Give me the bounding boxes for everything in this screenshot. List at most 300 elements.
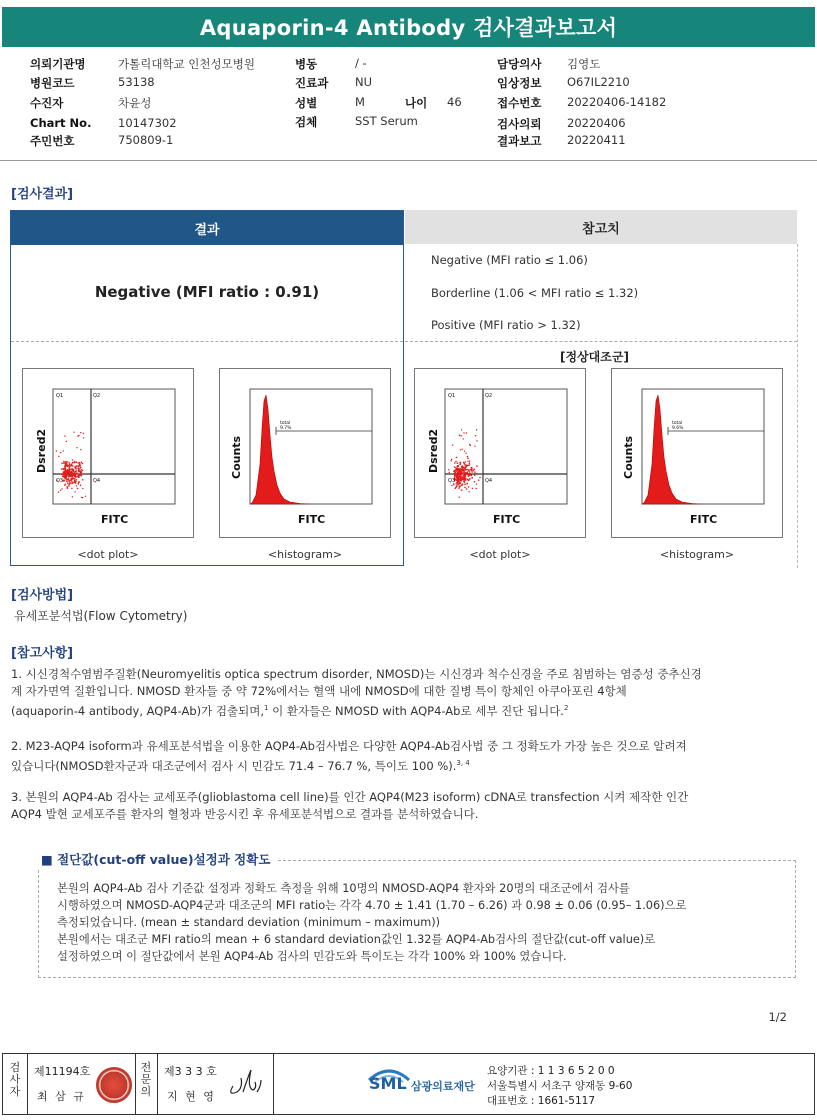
event-dot: [466, 432, 467, 433]
event-dot: [77, 483, 79, 485]
note-line: [11, 755, 801, 775]
event-dot: [63, 462, 65, 464]
event-dot: [73, 432, 74, 433]
info-label: 의뢰기관명: [30, 57, 86, 71]
plot-frame: [53, 389, 175, 504]
info-label: 임상정보: [497, 76, 542, 90]
note-2: [11, 738, 801, 775]
tester-name: 최 삼 규: [37, 1090, 86, 1103]
quadrant-label: Q2: [93, 393, 101, 399]
info-label: 진료과: [295, 76, 329, 90]
reference-negative: Negative (MFI ratio ≤ 1.06): [431, 253, 588, 267]
event-dot: [64, 471, 66, 473]
event-dot: [62, 474, 64, 476]
event-dot: [475, 435, 476, 436]
event-dot: [471, 477, 473, 479]
event-dot: [66, 441, 67, 442]
event-dot: [68, 475, 70, 477]
event-dot: [463, 477, 465, 479]
note-line: 2. M23-AQP4 isoform과 유세포분석법을 이용한 AQP4-Ab검사법은 다양한 AQP4-Ab검사법 중 그 정확도가 가장 높은 것으로 알려져: [11, 739, 687, 753]
event-dot: [457, 462, 459, 464]
event-dot: [462, 479, 464, 481]
cutoff-line: 시행하였으며 NMOSD-AQP4군과 대조군의 MFI ratio는 각각 4.70 ± 1.41 (1.70 – 6.26) 과 0.98 ± 0.06 (0.95– 1.06)으로: [57, 899, 687, 912]
patient-dot-plot: [22, 368, 194, 538]
reviewer-number: 제3 3 3 호: [164, 1065, 217, 1078]
event-dot: [463, 472, 464, 473]
note-3: [11, 789, 801, 823]
method-text: 유세포분석법(Flow Cytometry): [14, 609, 188, 623]
event-dot: [469, 474, 471, 476]
marker-value: 9.6%: [672, 426, 684, 431]
event-dot: [78, 465, 80, 467]
event-dot: [456, 457, 458, 459]
event-dot: [72, 478, 74, 480]
event-dot: [464, 483, 466, 485]
event-dot: [63, 461, 65, 463]
event-dot: [469, 472, 471, 474]
event-dot: [458, 483, 460, 485]
org-phone: 대표번호 : 1661-5117: [487, 1095, 596, 1107]
event-dot: [460, 470, 462, 472]
event-dot: [81, 469, 82, 470]
event-dot: [68, 479, 70, 481]
divider: [11, 341, 403, 342]
event-dot: [456, 482, 458, 484]
histogram-caption: <histogram>: [267, 548, 343, 561]
event-dot: [463, 438, 464, 439]
event-dot: [466, 483, 468, 485]
org-name: 삼광의료재단: [411, 1080, 475, 1093]
info-label: 접수번호: [497, 96, 542, 110]
event-dot: [476, 465, 478, 467]
event-dot: [61, 462, 63, 464]
event-dot: [454, 466, 456, 468]
event-dot: [471, 474, 473, 476]
citation: 1: [264, 704, 269, 712]
event-dot: [451, 485, 452, 486]
event-dot: [478, 479, 480, 481]
plot-frame: [445, 389, 567, 504]
event-dot: [82, 479, 84, 481]
info-label: 결과보고: [497, 134, 542, 148]
event-dot: [459, 476, 461, 478]
info-value: 750809-1: [118, 133, 174, 147]
event-dot: [78, 471, 80, 473]
event-dot: [455, 461, 457, 463]
event-dot: [60, 452, 61, 453]
event-dot: [471, 471, 473, 473]
event-dot: [69, 464, 71, 466]
event-dot: [75, 479, 77, 481]
divider: [27, 1054, 28, 1114]
event-dot: [81, 462, 83, 464]
event-dot: [83, 437, 84, 438]
event-dot: [75, 467, 77, 469]
event-dot: [476, 473, 477, 474]
event-dot: [448, 469, 449, 470]
event-dot: [72, 496, 73, 497]
event-dot: [457, 477, 459, 479]
event-dot: [468, 486, 470, 488]
page-number: 1/2: [768, 1010, 787, 1024]
event-dot: [471, 470, 473, 472]
event-dot: [456, 485, 457, 486]
event-dot: [459, 435, 460, 436]
event-dot: [80, 467, 82, 469]
event-dot: [72, 469, 74, 471]
reviewer-label: 전문의: [140, 1061, 152, 1098]
event-dot: [58, 456, 59, 457]
event-dot: [72, 465, 74, 467]
event-dot: [458, 469, 460, 471]
event-dot: [64, 435, 65, 436]
info-value: 가톨릭대학교 인천성모병원: [118, 57, 255, 71]
event-dot: [77, 488, 79, 490]
event-dot: [82, 497, 83, 498]
cutoff-line: 본원의 AQP4-Ab 검사 기준값 설정과 정확도 측정을 위해 10명의 NMOSD-AQP4 환자와 20명의 대조군에서 검사를: [57, 882, 630, 895]
dot-plot-caption: <dot plot>: [469, 548, 531, 561]
report-title: Aquaporin-4 Antibody 검사결과보고서: [2, 7, 815, 47]
event-dot: [67, 483, 69, 485]
event-dot: [453, 470, 455, 472]
quadrant-label: Q1: [448, 393, 456, 399]
info-label: 나이: [405, 96, 428, 110]
event-dot: [74, 480, 75, 481]
event-dot: [82, 488, 83, 489]
event-dot: [65, 471, 66, 472]
x-axis-label: FITC: [690, 513, 718, 526]
event-dot: [467, 461, 468, 462]
event-dot: [461, 466, 463, 468]
event-dot: [474, 446, 475, 447]
event-dot: [66, 464, 68, 466]
note-line: 3. 본원의 AQP4-Ab 검사는 교세포주(glioblastoma cell line)를 인간 AQP4(M23 isoform) cDNA로 transfection 시켜 제작한 인간: [11, 790, 689, 804]
event-dot: [464, 451, 465, 452]
event-dot: [463, 432, 464, 433]
event-dot: [456, 477, 457, 478]
citation: 3, 4: [456, 759, 470, 767]
divider: [797, 244, 798, 568]
footer: [2, 1053, 815, 1115]
note-line: 계 자가면역 질환입니다. NMOSD 환자들 중 약 72%에서는 혈액 내에 NMOSD에 대한 질병 특이 항체인 아쿠아포린 4항체: [11, 684, 627, 698]
result-header: 결과: [11, 211, 403, 245]
marker-label: total: [280, 421, 291, 426]
event-dot: [468, 491, 469, 492]
event-dot: [74, 473, 76, 475]
event-dot: [470, 469, 472, 471]
divider: [405, 341, 797, 342]
event-dot: [75, 462, 77, 464]
info-value: NU: [355, 75, 373, 89]
event-dot: [58, 492, 59, 493]
info-value: 53138: [118, 75, 155, 89]
x-axis-label: FITC: [298, 513, 326, 526]
event-dot: [461, 435, 462, 436]
event-dot: [66, 478, 67, 479]
info-label: Chart No.: [30, 116, 92, 130]
quadrant-label: Q4: [485, 478, 493, 484]
event-dot: [467, 457, 469, 459]
event-dot: [470, 445, 471, 446]
y-axis-label: Dsred2: [427, 428, 440, 473]
event-dot: [68, 472, 70, 474]
info-value: 10147302: [118, 116, 177, 130]
event-dot: [79, 481, 81, 483]
event-dot: [472, 488, 473, 489]
event-dot: [75, 473, 77, 475]
event-dot: [474, 481, 476, 483]
cutoff-text: [57, 880, 777, 965]
event-dot: [468, 470, 470, 472]
event-dot: [71, 463, 72, 464]
event-dot: [69, 482, 71, 484]
marker-value: 9.7%: [280, 426, 292, 431]
event-dot: [458, 473, 460, 475]
info-value: SST Serum: [355, 114, 418, 128]
event-dot: [458, 465, 460, 467]
event-dot: [79, 475, 81, 477]
event-dot: [73, 470, 75, 472]
event-dot: [462, 467, 464, 469]
event-dot: [69, 466, 71, 468]
info-value: 20220406-14182: [567, 95, 667, 109]
event-dot: [60, 490, 61, 491]
event-dot: [69, 462, 71, 464]
note-text: 있습니다(NMOSD환자군과 대조군에서 검사 시 민감도 71.4 – 76.7 %, 특이도 100 %).: [11, 758, 457, 773]
event-dot: [459, 497, 460, 498]
event-dot: [67, 461, 69, 463]
event-dot: [473, 469, 475, 471]
event-dot: [72, 462, 74, 464]
reference-header: 참고치: [405, 210, 797, 244]
event-dot: [61, 488, 62, 489]
event-dot: [64, 466, 66, 468]
results-heading: [검사결과]: [11, 187, 74, 202]
x-axis-label: FITC: [101, 513, 129, 526]
event-dot: [76, 485, 77, 486]
cutoff-line: 설정하였으며 이 절단값에서 본원 AQP4-Ab 검사의 민감도와 특이도는 각각 100% 와 100% 였습니다.: [57, 950, 567, 963]
event-dot: [78, 469, 80, 471]
event-dot: [66, 473, 68, 475]
event-dot: [465, 461, 467, 463]
event-dot: [452, 444, 453, 445]
event-dot: [461, 484, 463, 486]
event-dot: [73, 475, 75, 477]
event-dot: [74, 491, 75, 492]
event-dot: [471, 467, 472, 468]
event-dot: [75, 475, 77, 477]
note-line: [11, 700, 801, 720]
reference-borderline: Borderline (1.06 < MFI ratio ≤ 1.32): [431, 286, 639, 300]
divider: [157, 1054, 158, 1114]
event-dot: [68, 485, 69, 486]
event-dot: [464, 467, 466, 469]
event-dot: [462, 477, 464, 479]
event-dot: [61, 468, 62, 469]
event-dot: [78, 477, 79, 478]
info-label: 검사의뢰: [497, 117, 542, 131]
reference-positive: Positive (MFI ratio > 1.32): [431, 318, 581, 332]
event-dot: [460, 482, 462, 484]
event-dot: [64, 485, 65, 486]
event-dot: [76, 447, 77, 448]
event-dot: [71, 481, 73, 483]
event-dot: [474, 475, 476, 477]
event-dot: [476, 484, 477, 485]
event-dot: [74, 462, 76, 464]
event-dot: [454, 473, 456, 475]
control-dot-plot: [414, 368, 586, 538]
event-dot: [76, 465, 77, 466]
info-label: 수진자: [30, 96, 64, 110]
event-dot: [83, 433, 84, 434]
event-dot: [466, 469, 468, 471]
info-value: M: [355, 95, 365, 109]
tester-label: 검사자: [9, 1061, 21, 1098]
info-label: 담당의사: [497, 57, 542, 71]
event-dot: [467, 465, 469, 467]
event-dot: [80, 485, 82, 487]
quadrant-label: Q1: [56, 393, 64, 399]
event-dot: [66, 486, 68, 488]
info-value: / -: [355, 56, 367, 70]
event-dot: [63, 450, 64, 451]
event-dot: [455, 470, 456, 471]
seal-stamp: [96, 1067, 132, 1103]
event-dot: [464, 473, 466, 475]
event-dot: [80, 472, 82, 474]
event-dot: [82, 463, 84, 465]
logo-text: SML: [369, 1074, 407, 1093]
divider: [0, 160, 817, 161]
event-dot: [479, 477, 481, 479]
event-dot: [70, 479, 71, 480]
info-label: 주민번호: [30, 134, 75, 148]
event-dot: [62, 468, 64, 470]
info-value: O67IL2210: [567, 75, 630, 89]
event-dot: [461, 429, 462, 430]
event-dot: [464, 465, 466, 467]
cutoff-line: 측정되었습니다. (mean ± standard deviation (minimum – maximum)): [57, 916, 441, 929]
info-value: 20220411: [567, 133, 626, 147]
org-info: 요양기관 : 1 1 3 6 5 2 0 0: [487, 1065, 615, 1077]
quadrant-label: Q4: [93, 478, 101, 484]
y-axis-label: Counts: [622, 435, 635, 479]
note-line: AQP4 발현 교세포주를 환자의 혈청과 반응시킨 후 유세포분석법으로 결과를 분석하였습니다.: [11, 807, 479, 821]
event-dot: [467, 456, 469, 458]
info-label: 검체: [295, 115, 318, 129]
note-line: 1. 시신경척수염범주질환(Neuromyelitis optica spectrum disorder, NMOSD)는 시신경과 척수신경을 주로 침범하는 염증성 중추신경: [11, 667, 702, 681]
y-axis-label: Dsred2: [35, 428, 48, 473]
event-dot: [468, 480, 470, 482]
event-dot: [80, 474, 82, 476]
dot-plot-caption: <dot plot>: [77, 548, 139, 561]
event-dot: [464, 482, 466, 484]
notes-heading: [참고사항]: [11, 646, 74, 661]
event-dot: [467, 471, 469, 473]
event-dot: [469, 460, 470, 461]
quadrant-label: Q3: [448, 478, 456, 484]
event-dot: [476, 440, 477, 441]
event-dot: [77, 468, 79, 470]
info-value: 김영도: [567, 57, 601, 71]
histogram-curve: [250, 395, 310, 504]
event-dot: [461, 449, 462, 450]
event-dot: [80, 465, 82, 467]
quadrant-label: Q2: [485, 393, 493, 399]
event-dot: [69, 468, 71, 470]
event-dot: [475, 488, 477, 490]
tester-number: 제11194호: [34, 1065, 91, 1078]
info-value: 46: [447, 95, 462, 109]
citation: 2: [563, 704, 569, 712]
normal-control-label: [정상대조군]: [560, 350, 629, 364]
event-dot: [77, 475, 79, 477]
note-text: 이 환자들은 NMOSD with AQP4-Ab로 세부 진단 됩니다.: [268, 703, 564, 718]
event-dot: [464, 475, 466, 477]
event-dot: [460, 449, 461, 450]
histogram-caption: <histogram>: [659, 548, 735, 561]
reviewer-name: 지 현 영: [167, 1090, 216, 1103]
y-axis-label: Counts: [230, 435, 243, 479]
note-text: (aquaporin-4 antibody, AQP4-Ab)가 검출되며,: [11, 703, 265, 718]
event-dot: [466, 488, 468, 490]
event-dot: [460, 474, 462, 476]
patient-histogram: [219, 368, 391, 538]
event-dot: [453, 484, 454, 485]
info-value: 20220406: [567, 116, 626, 130]
quadrant-label: Q3: [56, 478, 64, 484]
x-axis-label: FITC: [493, 513, 521, 526]
event-dot: [469, 464, 471, 466]
event-dot: [449, 472, 450, 473]
event-dot: [77, 462, 78, 463]
event-dot: [80, 449, 81, 450]
info-label: 병원코드: [30, 76, 75, 90]
event-dot: [70, 471, 72, 473]
event-dot: [71, 488, 72, 489]
event-dot: [74, 478, 76, 480]
event-dot: [72, 459, 74, 461]
event-dot: [77, 435, 78, 436]
event-dot: [451, 459, 452, 460]
event-dot: [464, 487, 466, 489]
info-label: 성별: [295, 96, 318, 110]
org-address: 서울특별시 서초구 양재동 9-60: [487, 1080, 633, 1092]
event-dot: [461, 489, 463, 491]
info-label: 병동: [295, 57, 318, 71]
event-dot: [80, 432, 81, 433]
event-dot: [469, 462, 471, 464]
event-dot: [464, 464, 465, 465]
event-dot: [460, 462, 461, 463]
method-heading: [검사방법]: [11, 588, 74, 603]
event-dot: [458, 487, 460, 489]
event-dot: [56, 450, 57, 451]
event-dot: [461, 469, 462, 470]
signature: [225, 1066, 265, 1100]
note-1: [11, 666, 801, 720]
event-dot: [454, 462, 456, 464]
event-dot: [67, 465, 69, 467]
event-dot: [65, 463, 66, 464]
event-dot: [459, 486, 461, 488]
event-dot: [469, 478, 471, 480]
result-value: Negative (MFI ratio : 0.91): [94, 283, 320, 301]
event-dot: [460, 477, 462, 479]
divider: [273, 1054, 274, 1114]
event-dot: [476, 429, 477, 430]
